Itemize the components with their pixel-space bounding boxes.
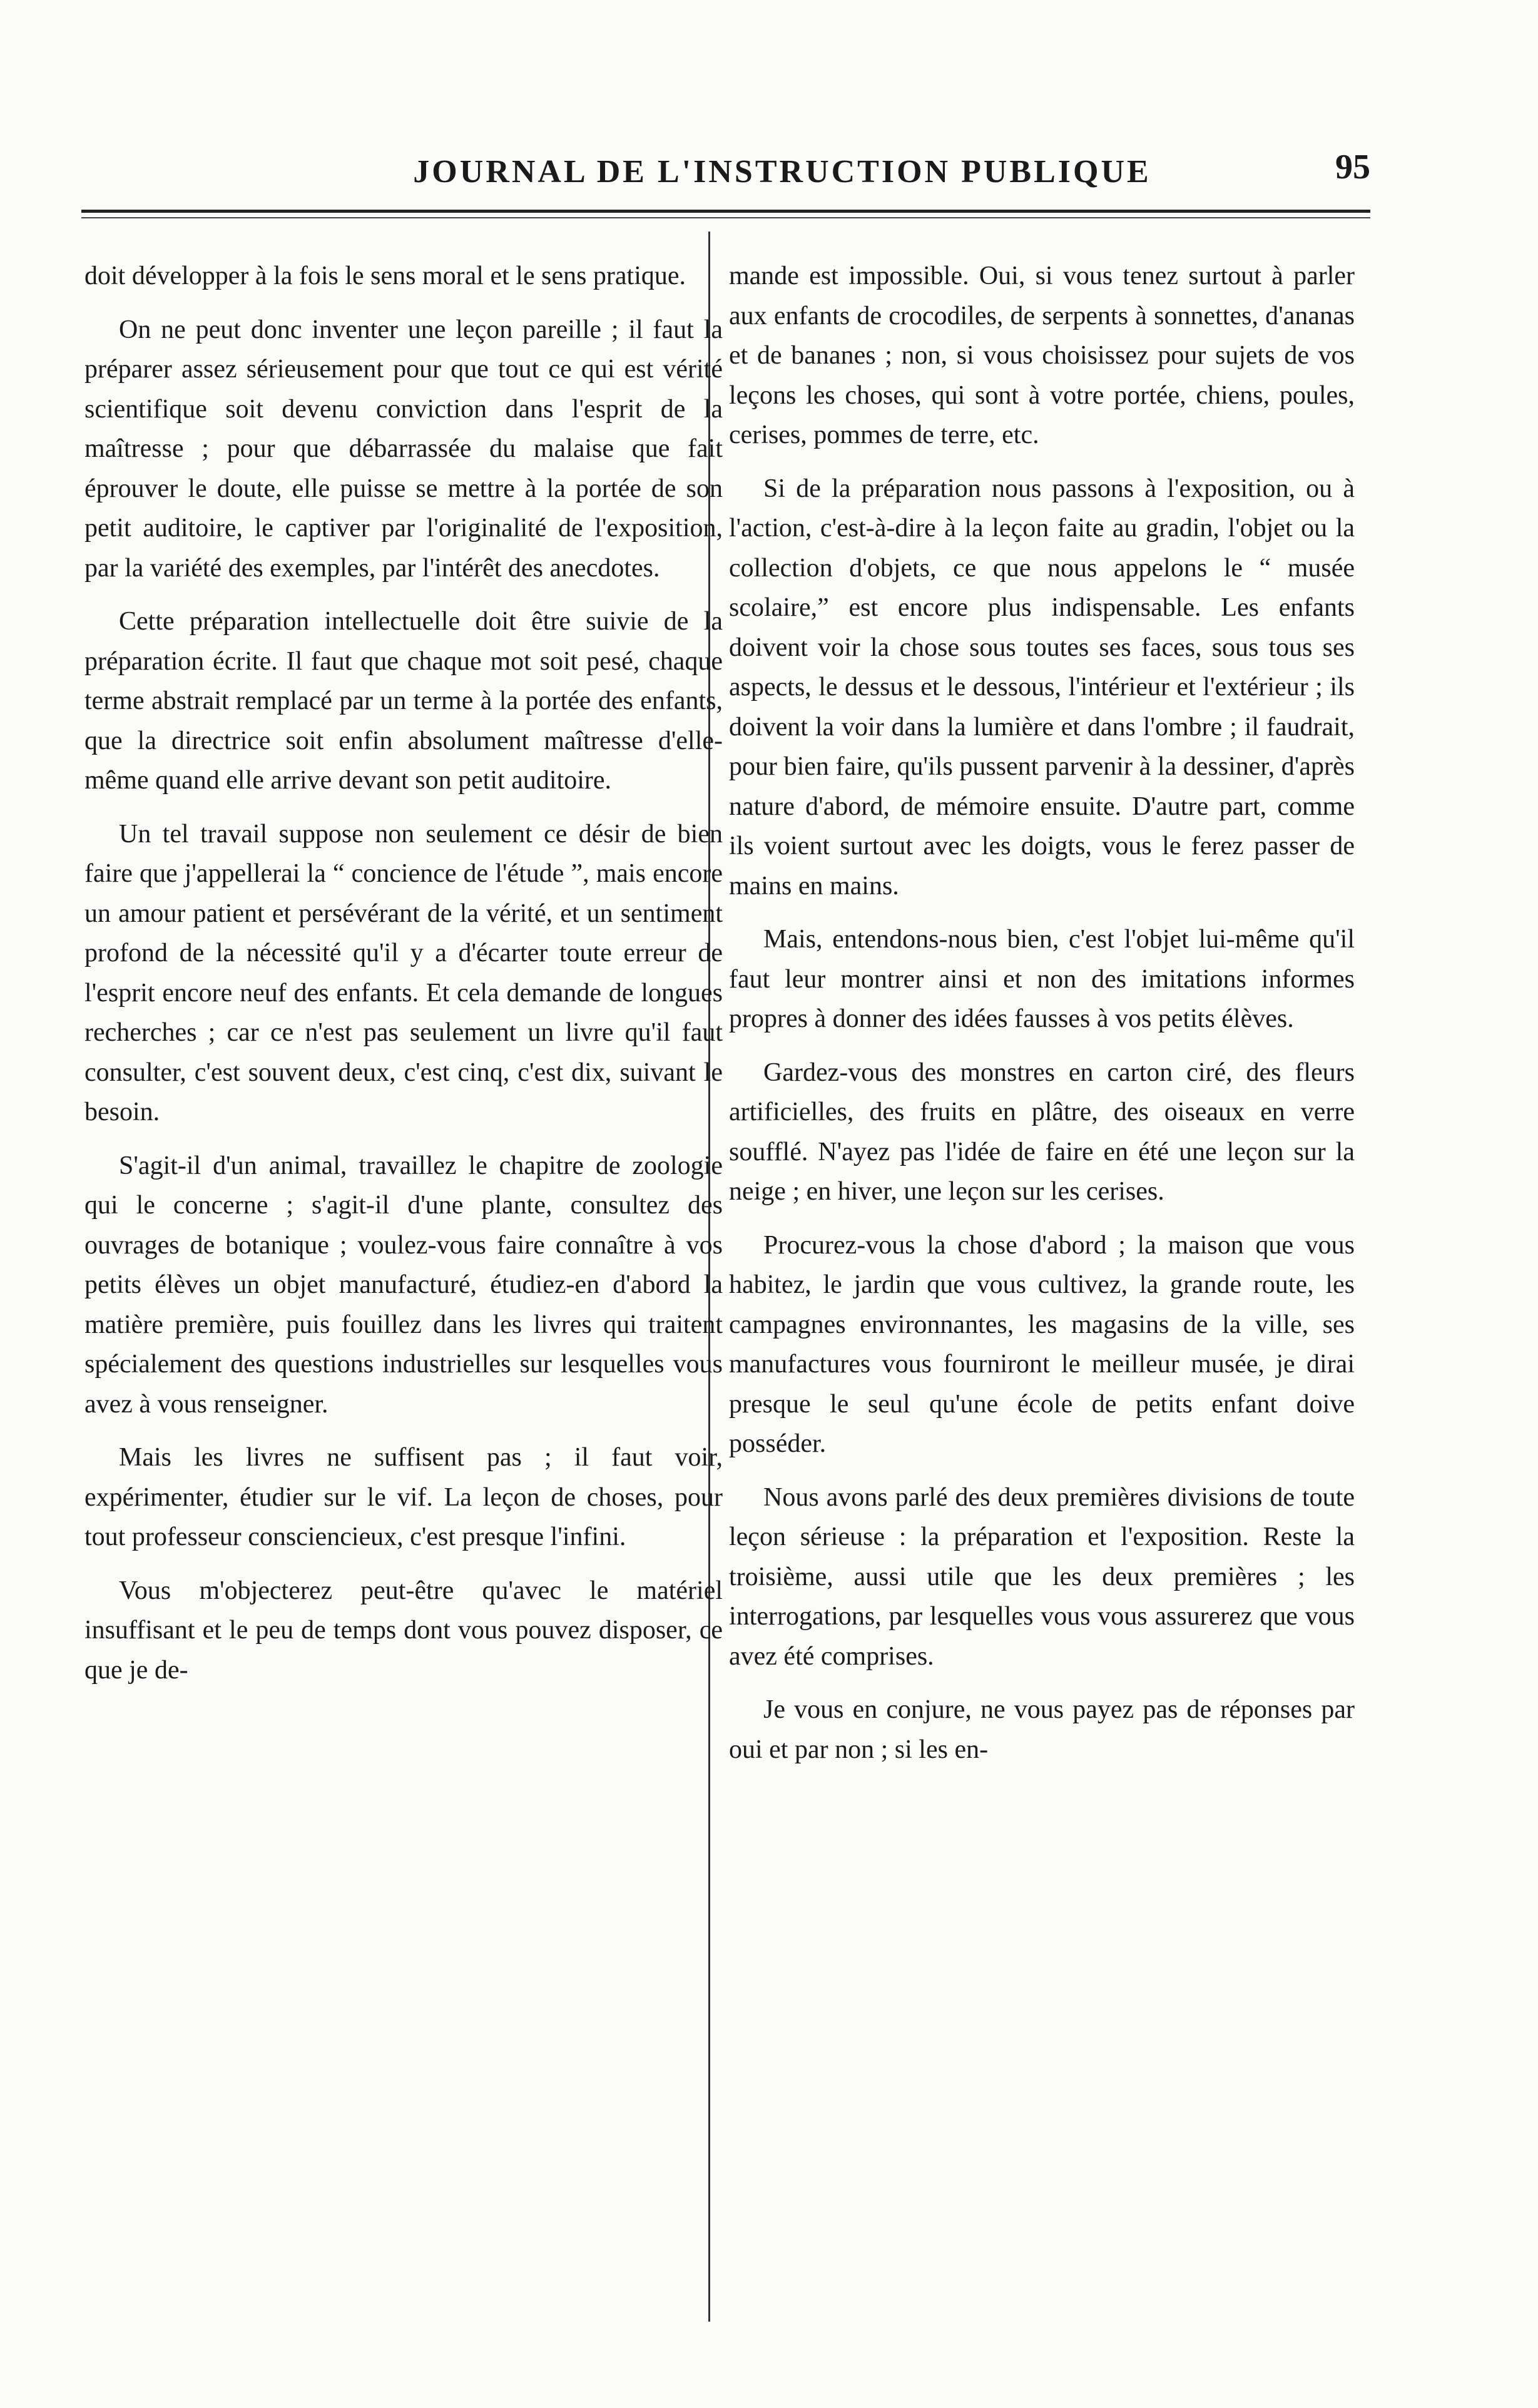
- paragraph: Je vous en conjure, ne vous payez pas de réponses par oui et par non ; si les en-: [729, 1695, 1355, 1764]
- paragraph: mande est impossible. Oui, si vous tenez surtout à parler aux enfants de crocodiles, de serpents à sonnettes, d'ananas et de bananes ; non, si vous choisissez pour sujets de vos leçons les choses, qui sont à votre portée, chiens, poules, cerises, pommes de terre, etc.: [729, 262, 1355, 449]
- paragraph: doit développer à la fois le sens moral et le sens pratique.: [84, 262, 686, 290]
- paragraph: Gardez-vous des monstres en carton ciré, des fleurs artificielles, des fruits en plâtre, des oiseaux en verre soufflé. N'ayez pas l'idée de faire en été une leçon sur la neige ; en hiver, une leçon sur les cerises.: [729, 1058, 1355, 1206]
- paragraph: Mais, entendons-nous bien, c'est l'objet lui-même qu'il faut leur montrer ainsi et non des imitations informes propres à donner des idées fausses à vos petits élèves.: [729, 925, 1355, 1033]
- header-rule: [81, 210, 1370, 213]
- running-title: JOURNAL DE L'INSTRUCTION PUBLIQUE: [413, 154, 1151, 190]
- paragraph: Nous avons parlé des deux premières divisions de toute leçon sérieuse : la préparation et l'exposition. Reste la troisième, aussi utile que les deux premières ; les interrogations, par lesquelles vous vous assurerez que vous avez été comprises.: [729, 1482, 1355, 1671]
- header-rule-thin: [81, 217, 1370, 218]
- left-column: [84, 257, 723, 1704]
- paragraph: Si de la préparation nous passons à l'exposition, ou à l'action, c'est-à-dire à la leçon faite au gradin, l'objet ou la collection d'objets, ce que nous appelons le “ musée scolaire,” est encore plus indispensable. Les enfants doivent voir la chose sous toutes ses faces, sous tous ses aspects, le dessus et le dessous, l'intérieur et l'extérieur ; ils doivent la voir dans la lumière et dans l'ombre ; il faudrait, pour bien faire, qu'ils pussent parvenir à la dessiner, d'après nature d'abord, de mémoire ensuite. D'autre part, comme ils voient surtout avec les doigts, vous le ferez passer de mains en mains.: [729, 474, 1355, 900]
- paragraph: S'agit-il d'un animal, travaillez le chapitre de zoologie qui le concerne ; s'agit-il d'une plante, consultez des ouvrages de botanique ; voulez-vous faire connaître à vos petits élèves un objet manufacturé, étudiez-en d'abord la matière première, puis fouillez dans les livres qui traitent spécialement des questions industrielles sur lesquelles vous avez à vous renseigner.: [84, 1151, 723, 1419]
- paragraph: Procurez-vous la chose d'abord ; la maison que vous habitez, le jardin que vous cultivez, la grande route, les campagnes environnantes, les magasins de la ville, ses manufactures vous fourniront le meilleur musée, je dirai presque le seul qu'une école de petits enfant doive posséder.: [729, 1230, 1355, 1458]
- page-header: [81, 122, 1370, 210]
- paragraph: Un tel travail suppose non seulement ce désir de bien faire que j'appellerai la “ concience de l'étude ”, mais encore un amour patient et persévérant de la vérité, et un sentiment profond de la nécessité qu'il y a d'écarter toute erreur de l'esprit encore neuf des enfants. Et cela demande de longues recherches ; car ce n'est pas seulement un livre qu'il faut consulter, c'est souvent deux, c'est cinq, c'est dix, suivant le besoin.: [84, 819, 723, 1126]
- paragraph: Mais les livres ne suffisent pas ; il faut voir, expérimenter, étudier sur le vif. La leçon de choses, pour tout professeur consciencieux, c'est presque l'infini.: [84, 1443, 723, 1551]
- paragraph: Vous m'objecterez peut-être qu'avec le matériel insuffisant et le peu de temps dont vous pouvez disposer, ce que je de-: [84, 1576, 723, 1685]
- paragraph: Cette préparation intellectuelle doit être suivie de la préparation écrite. Il faut que chaque mot soit pesé, chaque terme abstrait remplacé par un terme à la portée des enfants, que la directrice soit enfin absolument maîtresse d'elle-même quand elle arrive devant son petit auditoire.: [84, 607, 723, 795]
- page-number: 95: [1335, 148, 1370, 186]
- right-column: [729, 257, 1355, 1783]
- paragraph: On ne peut donc inventer une leçon pareille ; il faut la préparer assez sérieusement pour que tout ce qui est vérité scientifique soit devenu conviction dans l'esprit de la maîtresse ; pour que débarrassée du malaise que fait éprouver le doute, elle puisse se mettre à la portée de son petit auditoire, le captiver par l'originalité de l'exposition, par la variété des exemples, par l'intérêt des anecdotes.: [84, 315, 723, 583]
